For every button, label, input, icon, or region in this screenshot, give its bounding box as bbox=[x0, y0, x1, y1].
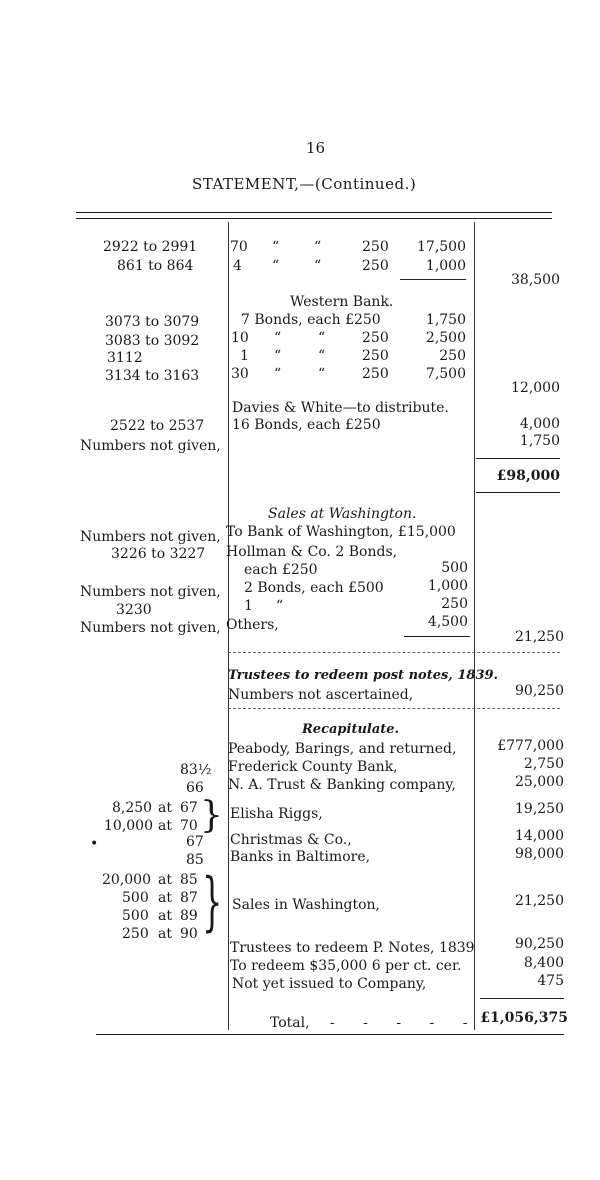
bond-numbers: 3134 to 3163 bbox=[105, 368, 200, 384]
bond-amount: 250 bbox=[439, 348, 466, 364]
ditto-mark: “ bbox=[318, 348, 326, 364]
brace-icon: } bbox=[202, 865, 223, 939]
page-number: 16 bbox=[306, 139, 326, 157]
bond-amount: 17,500 bbox=[417, 239, 466, 255]
recap-desc: Christmas & Co., bbox=[230, 832, 352, 848]
trustees-note: Numbers not ascertained, bbox=[228, 687, 414, 703]
page-heading: STATEMENT,—(Continued.) bbox=[192, 175, 417, 193]
recap-title: Recapitulate. bbox=[302, 722, 400, 737]
bond-count: 30 bbox=[231, 366, 249, 382]
lot-price: 70 bbox=[180, 818, 198, 834]
recap-desc: Sales in Washington, bbox=[232, 897, 380, 913]
recap-amount: 2,750 bbox=[523, 756, 564, 772]
lot-price: 89 bbox=[180, 908, 198, 924]
subtotal-rule bbox=[476, 458, 560, 459]
lot-qty: 500 bbox=[122, 890, 149, 906]
bond-numbers: 3073 to 3079 bbox=[105, 314, 200, 330]
bond-count: 70 bbox=[230, 239, 248, 255]
ditto-mark: “ bbox=[274, 348, 282, 364]
ditto-mark: “ bbox=[276, 598, 284, 614]
recap-rate: 67 bbox=[186, 834, 204, 850]
numbers-not-given: Numbers not given, bbox=[80, 438, 221, 454]
lot-qty: 20,000 bbox=[102, 872, 151, 888]
lot-qty: 10,000 bbox=[104, 818, 153, 834]
bond-numbers: 2922 to 2991 bbox=[103, 239, 198, 255]
bond-each: 250 bbox=[362, 239, 389, 255]
trustees-title: Trustees to redeem post notes, 1839. bbox=[228, 668, 499, 683]
sale-description: Hollman & Co. 2 Bonds, bbox=[226, 544, 398, 560]
ditto-mark: “ bbox=[272, 239, 280, 255]
sale-description: 2 Bonds, each £500 bbox=[244, 580, 384, 596]
bond-count: 4 bbox=[233, 258, 242, 274]
bond-each: 250 bbox=[362, 330, 389, 346]
recap-rate: 66 bbox=[186, 780, 204, 796]
bond-each: 250 bbox=[362, 258, 389, 274]
subtotal-rule bbox=[400, 279, 466, 280]
sale-amount: 1,000 bbox=[427, 578, 468, 594]
recap-desc: Elisha Riggs, bbox=[230, 806, 323, 822]
section-title: Sales at Washington. bbox=[268, 506, 417, 522]
recap-amount: 8,400 bbox=[523, 955, 564, 971]
recap-amount: 98,000 bbox=[515, 846, 564, 862]
lot-at: at bbox=[158, 872, 172, 888]
ditto-mark: “ bbox=[314, 258, 322, 274]
section-total: 1,750 bbox=[519, 433, 560, 449]
recap-amount: £777,000 bbox=[497, 738, 564, 754]
sale-amount: 4,500 bbox=[427, 614, 468, 630]
section-rule bbox=[228, 652, 560, 653]
bullet-mark: • bbox=[90, 836, 99, 852]
sale-amount: 250 bbox=[441, 596, 468, 612]
bond-amount: 7,500 bbox=[425, 366, 466, 382]
numbers-label: 3230 bbox=[116, 602, 152, 618]
lot-price: 90 bbox=[180, 926, 198, 942]
recap-rate: 85 bbox=[186, 852, 204, 868]
numbers-label: 3226 to 3227 bbox=[111, 546, 206, 562]
recap-desc: Peabody, Barings, and returned, bbox=[228, 741, 457, 757]
ditto-mark: “ bbox=[318, 366, 326, 382]
ditto-mark: “ bbox=[274, 330, 282, 346]
lot-at: at bbox=[158, 818, 172, 834]
recap-desc: Not yet issued to Company, bbox=[232, 976, 427, 992]
recap-amount: 19,250 bbox=[515, 801, 564, 817]
recap-desc: To redeem $35,000 6 per ct. cer. bbox=[230, 958, 462, 974]
recap-amount: 21,250 bbox=[515, 893, 564, 909]
total-rule bbox=[480, 998, 564, 999]
total-label: Total, bbox=[270, 1015, 310, 1031]
grand-subtotal: £98,000 bbox=[496, 468, 560, 484]
subtotal-rule bbox=[476, 492, 560, 493]
recap-desc: Banks in Baltimore, bbox=[230, 849, 371, 865]
lot-at: at bbox=[158, 800, 172, 816]
dash-leader: - - - - - bbox=[330, 1015, 480, 1031]
recap-amount: 14,000 bbox=[515, 828, 564, 844]
brace-icon: } bbox=[200, 795, 223, 836]
recap-desc: Trustees to redeem P. Notes, 1839 bbox=[230, 940, 475, 956]
sale-amount: 500 bbox=[441, 560, 468, 576]
recap-desc: N. A. Trust & Banking company, bbox=[228, 777, 456, 793]
recap-amount: 90,250 bbox=[515, 936, 564, 952]
bond-count: 1 bbox=[244, 598, 253, 614]
recap-amount: 25,000 bbox=[515, 774, 564, 790]
section-total: 38,500 bbox=[511, 272, 560, 288]
ditto-mark: “ bbox=[274, 366, 282, 382]
section-total: 21,250 bbox=[515, 629, 564, 645]
table-top-rule-2 bbox=[76, 218, 552, 219]
ditto-mark: “ bbox=[314, 239, 322, 255]
bond-numbers: 2522 to 2537 bbox=[110, 418, 205, 434]
numbers-label: Numbers not given, bbox=[80, 529, 221, 545]
numbers-label: Numbers not given, bbox=[80, 584, 221, 600]
bond-numbers: 3112 bbox=[107, 350, 143, 366]
subtotal-rule bbox=[404, 636, 470, 637]
bond-each: 250 bbox=[362, 366, 389, 382]
bottom-rule bbox=[96, 1034, 564, 1035]
grand-total: £1,056,375 bbox=[480, 1010, 568, 1026]
bond-amount: 1,000 bbox=[425, 258, 466, 274]
section-title: Western Bank. bbox=[290, 294, 394, 310]
column-divider-right bbox=[474, 222, 475, 1030]
ditto-mark: “ bbox=[272, 258, 280, 274]
lot-price: 67 bbox=[180, 800, 198, 816]
bond-description: 16 Bonds, each £250 bbox=[232, 417, 381, 433]
bond-count: 10 bbox=[231, 330, 249, 346]
section-title: Davies & White—to distribute. bbox=[232, 400, 449, 416]
section-total: 90,250 bbox=[515, 683, 564, 699]
bond-each: 250 bbox=[362, 348, 389, 364]
lot-qty: 8,250 bbox=[112, 800, 153, 816]
sale-description: To Bank of Washington, £15,000 bbox=[226, 524, 456, 540]
sale-description: each £250 bbox=[244, 562, 318, 578]
sale-description: Others, bbox=[226, 617, 279, 633]
ditto-mark: “ bbox=[318, 330, 326, 346]
lot-price: 87 bbox=[180, 890, 198, 906]
bond-description: 7 Bonds, each £250 bbox=[241, 312, 381, 328]
lot-at: at bbox=[158, 890, 172, 906]
section-total: 4,000 bbox=[519, 416, 560, 432]
table-top-rule bbox=[76, 212, 552, 213]
recap-desc: Frederick County Bank, bbox=[228, 759, 398, 775]
lot-price: 85 bbox=[180, 872, 198, 888]
recap-rate: 83½ bbox=[180, 762, 212, 778]
section-total: 12,000 bbox=[511, 380, 560, 396]
bond-numbers: 861 to 864 bbox=[117, 258, 194, 274]
bond-amount: 2,500 bbox=[425, 330, 466, 346]
bond-count: 1 bbox=[240, 348, 249, 364]
lot-qty: 500 bbox=[122, 908, 149, 924]
numbers-label: Numbers not given, bbox=[80, 620, 221, 636]
bond-amount: 1,750 bbox=[425, 312, 466, 328]
section-rule bbox=[228, 708, 560, 709]
bond-numbers: 3083 to 3092 bbox=[105, 333, 200, 349]
lot-qty: 250 bbox=[122, 926, 149, 942]
lot-at: at bbox=[158, 926, 172, 942]
recap-amount: 475 bbox=[537, 973, 564, 989]
lot-at: at bbox=[158, 908, 172, 924]
